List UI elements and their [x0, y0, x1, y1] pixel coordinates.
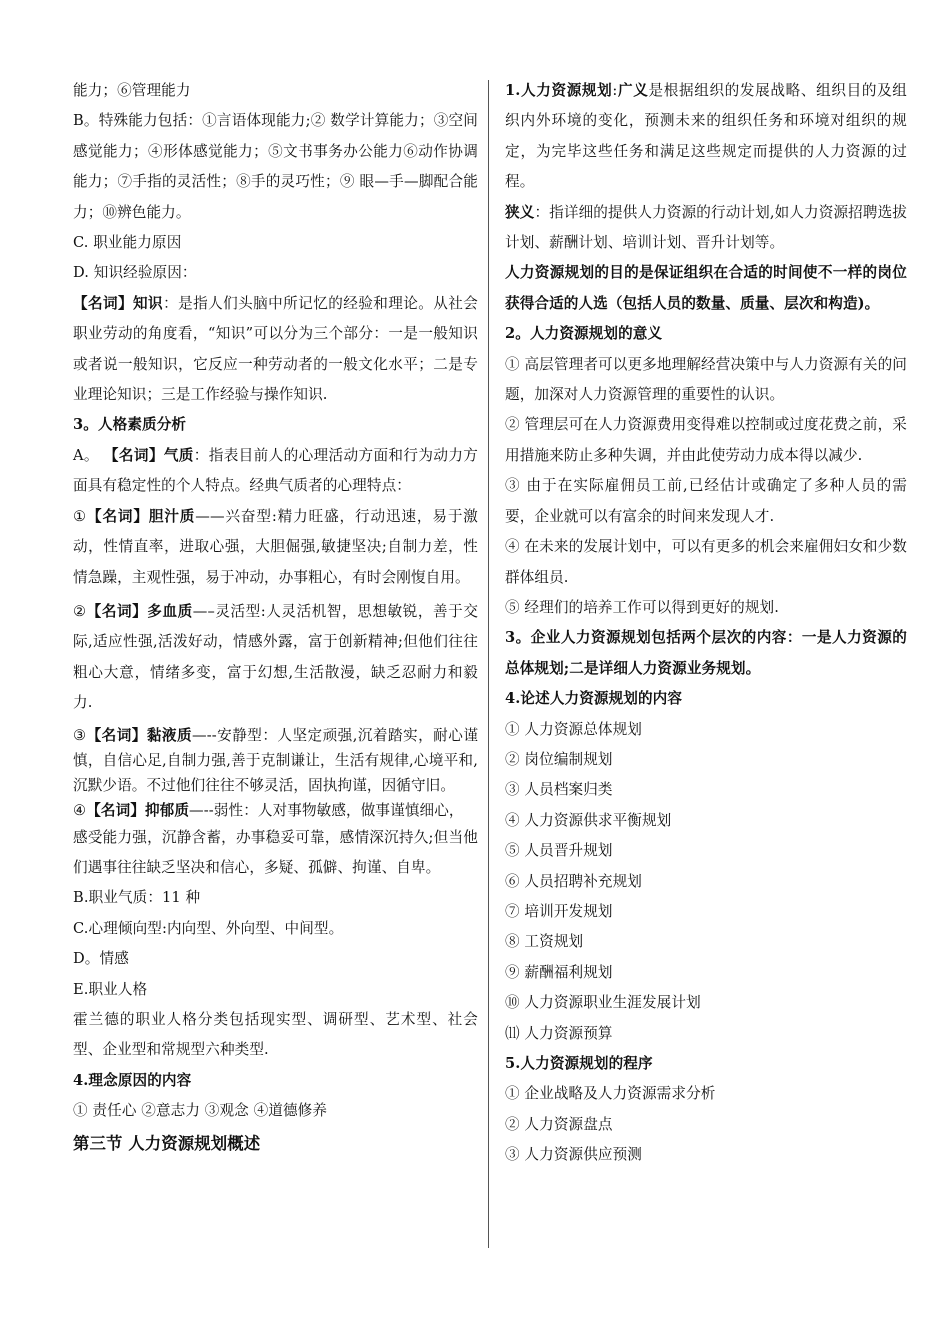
list-item: ② 人力资源盘点 — [505, 1115, 613, 1133]
list-item: ⑥ 人员招聘补充规划 — [505, 872, 642, 890]
list-item: ③ 由于在实际雇佣员工前,已经估计或确定了多种人员的需要，企业就可以有富余的时间来发现人才. — [505, 477, 907, 525]
list-item: ⑤ 人员晋升规划 — [505, 842, 613, 860]
term-choleric: ①【名词】胆汁质——兴奋型:精力旺盛，行动迅速，易于激动，性情直率，进取心强，大胆倔强,敏捷坚决;自制力差，性情急躁，主观性强，易于冲动，办事粗心，有时会刚愎自用。 — [73, 507, 479, 586]
list-item: ⑨ 薪酬福利规划 — [505, 963, 613, 981]
paragraph: ① 责任心 ②意志力 ③观念 ④道德修养 — [73, 1102, 328, 1120]
list-item: ③ 人力资源供应预测 — [505, 1146, 642, 1164]
paragraph: 霍兰德的职业人格分类包括现实型、调研型、艺术型、社会型、企业型和常规型六种类型. — [73, 1010, 478, 1059]
term-temperament: A。 【名词】气质：指表目前人的心理活动方面和行为动力方面具有稳定性的个人特点。经典气质者的心理特点： — [73, 446, 478, 495]
section-heading: 人力资源规划的目的是保证组织在合适的时间使不一样的岗位获得合适的人选（包括人员的数量、质量、层次和构造)。 — [505, 264, 907, 312]
list-item: ① 企业战略及人力资源需求分析 — [505, 1085, 716, 1103]
section-heading: 3。人格素质分析 — [73, 416, 187, 434]
term-knowledge: 【名词】知识：是指人们头脑中所记忆的经验和理论。从社会职业劳动的角度看，“知识”可以分为三个部分：一是一般知识或者说一般知识，它反应一种劳动者的一般文化水平；二是专业理论知识；三是工作经验与操作知识. — [73, 294, 478, 404]
list-item: ④ 人力资源供求平衡规划 — [505, 811, 672, 829]
right-column — [505, 76, 907, 1171]
list-item: ⑩ 人力资源职业生涯发展计划 — [505, 994, 701, 1012]
list-item: ① 高层管理者可以更多地理解经营决策中与人力资源有关的问题，加深对人力资源管理的重要性的认识。 — [505, 355, 907, 404]
paragraph: D. 知识经验原因： — [73, 264, 197, 282]
list-item: ⑦ 培训开发规划 — [505, 902, 613, 920]
list-item: ⑾ 人力资源预算 — [505, 1024, 613, 1042]
paragraph: B.职业气质：11 种 — [73, 889, 201, 907]
paragraph: C. 职业能力原因 — [73, 234, 182, 252]
section-heading: 4.论述人力资源规划的内容 — [505, 690, 683, 708]
hr-planning-definition: 1.人力资源规划:广义是根据组织的发展战略、组织目的及组织内外环境的变化，预测未来的组织任务和环境对组织的规定，为完毕这些任务和满足这些规定而提供的人力资源的过程。 — [505, 82, 908, 191]
list-item: ⑧ 工资规划 — [505, 933, 584, 951]
chapter-title: 第三节 人力资源规划概述 — [73, 1133, 261, 1153]
section-heading: 4.理念原因的内容 — [73, 1071, 192, 1089]
section-heading: 5.人力资源规划的程序 — [505, 1055, 653, 1072]
term-sanguine: ②【名词】多血质—–灵活型:人灵活机智，思想敏锐，善于交际,适应性强,活泼好动，情感外露，富于创新精神;但他们往往粗心大意，情绪多变，富于幻想,生活散漫，缺乏忍耐力和毅力. — [73, 602, 479, 712]
term-melancholic: ④【名词】抑郁质—--弱性：人对事物敏感，做事谨慎细心， — [73, 801, 464, 819]
section-heading: 3。企业人力资源规划包括两个层次的内容：一是人力资源的总体规划;二是详细人力资源业务规划。 — [505, 629, 907, 677]
term-phlegmatic: ③【名词】黏液质—--安静型：人坚定顽强,沉着踏实，耐心谨慎，自信心足,自制力强,善于克制谦让，生活有规律,心境平和,沉默少语。不过他们往往不够灵活，固执拘谨，因循守旧。 — [73, 726, 479, 794]
column-divider — [488, 80, 489, 1248]
paragraph: D。情感 — [73, 950, 129, 968]
paragraph: 感受能力强，沉静含蓄，办事稳妥可靠，感情深沉持久;但当他们遇事往往缺乏坚决和信心，多疑、孤僻、拘谨、自卑。 — [73, 828, 478, 876]
list-item: ⑤ 经理们的培养工作可以得到更好的规划. — [505, 598, 779, 616]
left-column — [73, 76, 478, 1161]
list-item: ② 管理层可在人力资源费用变得难以控制或过度花费之前，采用措施来防止多种失调，并由此使劳动力成本得以减少. — [505, 416, 907, 464]
section-heading: 2。人力资源规划的意义 — [505, 325, 663, 343]
narrow-definition: 狭义：指详细的提供人力资源的行动计划,如人力资源招聘选拔计划、薪酬计划、培训计划、晋升计划等。 — [505, 203, 907, 252]
paragraph: B。特殊能力包括：①言语体现能力;② 数学计算能力；③空间感觉能力；④形体感觉能力；⑤文书事务办公能力⑥动作协调能力；⑦手指的灵活性；⑧手的灵巧性；⑨ 眼—手—脚配合能力；⑩辨色能力。 — [73, 112, 478, 221]
paragraph: E.职业人格 — [73, 980, 148, 998]
list-item: ① 人力资源总体规划 — [505, 720, 642, 738]
list-item: ③ 人员档案归类 — [505, 781, 613, 799]
paragraph: C.心理倾向型:内向型、外向型、中间型。 — [73, 919, 344, 937]
list-item: ④ 在未来的发展计划中，可以有更多的机会来雇佣妇女和少数群体组员. — [505, 538, 907, 586]
list-item: ② 岗位编制规划 — [505, 750, 613, 768]
paragraph: 能力；⑥管理能力 — [73, 82, 191, 99]
